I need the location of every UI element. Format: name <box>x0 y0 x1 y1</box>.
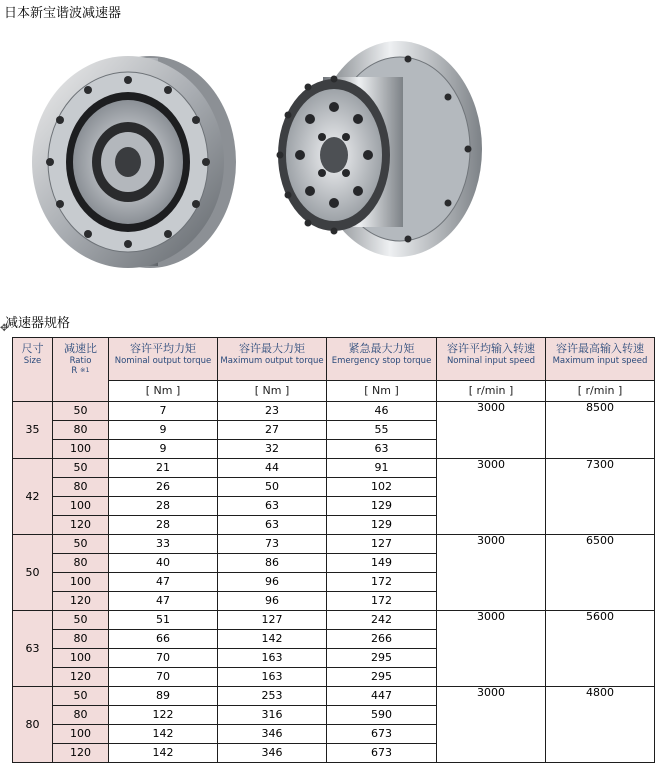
nominal-torque-cell: 26 <box>109 478 218 497</box>
reducer-front-image <box>20 50 238 275</box>
max-torque-cell: 96 <box>218 592 327 611</box>
nominal-torque-cell: 33 <box>109 535 218 554</box>
max-torque-cell: 63 <box>218 516 327 535</box>
max-speed-cell: 8500 <box>546 402 655 459</box>
ratio-cell: 100 <box>53 497 109 516</box>
nominal-speed-cell: 3000 <box>437 459 546 535</box>
max-torque-cell: 163 <box>218 649 327 668</box>
nominal-torque-cell: 9 <box>109 440 218 459</box>
ratio-cell: 80 <box>53 554 109 573</box>
emergency-torque-cell: 129 <box>327 516 437 535</box>
header-max-torque: 容许最大力矩 Maximum output torque <box>218 338 327 381</box>
size-cell: 42 <box>13 459 53 535</box>
header-emergency-torque: 紧急最大力矩 Emergency stop torque <box>327 338 437 381</box>
nominal-torque-cell: 142 <box>109 744 218 763</box>
nominal-torque-cell: 89 <box>109 687 218 706</box>
ratio-cell: 50 <box>53 535 109 554</box>
ratio-cell: 120 <box>53 516 109 535</box>
nominal-torque-cell: 40 <box>109 554 218 573</box>
ratio-cell: 50 <box>53 687 109 706</box>
ratio-cell: 100 <box>53 440 109 459</box>
nominal-torque-cell: 47 <box>109 592 218 611</box>
size-cell: 50 <box>13 535 53 611</box>
emergency-torque-cell: 63 <box>327 440 437 459</box>
ratio-cell: 80 <box>53 478 109 497</box>
ratio-cell: 50 <box>53 459 109 478</box>
nominal-torque-cell: 28 <box>109 497 218 516</box>
ratio-cell: 120 <box>53 744 109 763</box>
emergency-torque-cell: 46 <box>327 402 437 421</box>
table-row <box>13 402 655 421</box>
nominal-torque-cell: 70 <box>109 668 218 687</box>
emergency-torque-cell: 590 <box>327 706 437 725</box>
max-torque-cell: 27 <box>218 421 327 440</box>
max-torque-cell: 23 <box>218 402 327 421</box>
size-cell: 63 <box>13 611 53 687</box>
max-torque-cell: 142 <box>218 630 327 649</box>
emergency-torque-cell: 127 <box>327 535 437 554</box>
max-torque-cell: 96 <box>218 573 327 592</box>
emergency-torque-cell: 242 <box>327 611 437 630</box>
spec-table-body <box>13 402 655 763</box>
max-speed-cell: 6500 <box>546 535 655 611</box>
emergency-torque-cell: 295 <box>327 668 437 687</box>
emergency-torque-cell: 55 <box>327 421 437 440</box>
emergency-torque-cell: 129 <box>327 497 437 516</box>
max-torque-cell: 316 <box>218 706 327 725</box>
emergency-torque-cell: 102 <box>327 478 437 497</box>
emergency-torque-cell: 149 <box>327 554 437 573</box>
header-max-speed: 容许最高输入转速 Maximum input speed <box>546 338 655 381</box>
emergency-torque-cell: 295 <box>327 649 437 668</box>
max-torque-cell: 63 <box>218 497 327 516</box>
nominal-torque-cell: 28 <box>109 516 218 535</box>
size-cell: 35 <box>13 402 53 459</box>
max-torque-cell: 86 <box>218 554 327 573</box>
ratio-cell: 80 <box>53 630 109 649</box>
ratio-cell: 100 <box>53 649 109 668</box>
unit-nominal-torque: [ Nm ] <box>109 381 218 402</box>
emergency-torque-cell: 91 <box>327 459 437 478</box>
max-torque-cell: 346 <box>218 744 327 763</box>
page-title: 日本新宝谐波减速器 <box>4 6 122 21</box>
unit-nominal-speed: [ r/min ] <box>437 381 546 402</box>
max-torque-cell: 44 <box>218 459 327 478</box>
ratio-cell: 80 <box>53 421 109 440</box>
ratio-cell: 100 <box>53 725 109 744</box>
ratio-cell: 100 <box>53 573 109 592</box>
nominal-torque-cell: 70 <box>109 649 218 668</box>
max-torque-cell: 127 <box>218 611 327 630</box>
emergency-torque-cell: 172 <box>327 592 437 611</box>
max-torque-cell: 73 <box>218 535 327 554</box>
emergency-torque-cell: 673 <box>327 744 437 763</box>
nominal-torque-cell: 122 <box>109 706 218 725</box>
table-row <box>13 459 655 478</box>
max-speed-cell: 5600 <box>546 611 655 687</box>
nominal-torque-cell: 66 <box>109 630 218 649</box>
section-title: 减速器规格 <box>5 316 71 331</box>
header-ratio: 减速比 Ratio R $^{※1}$ <box>53 338 109 402</box>
size-cell: 80 <box>13 687 53 763</box>
max-speed-cell: 7300 <box>546 459 655 535</box>
ratio-cell: 120 <box>53 592 109 611</box>
unit-max-torque: [ Nm ] <box>218 381 327 402</box>
max-torque-cell: 346 <box>218 725 327 744</box>
ratio-cell: 50 <box>53 611 109 630</box>
nominal-torque-cell: 51 <box>109 611 218 630</box>
max-torque-cell: 163 <box>218 668 327 687</box>
reducer-output-image <box>268 37 486 259</box>
nominal-torque-cell: 7 <box>109 402 218 421</box>
emergency-torque-cell: 447 <box>327 687 437 706</box>
spec-table <box>12 337 655 763</box>
nominal-speed-cell: 3000 <box>437 611 546 687</box>
table-row <box>13 535 655 554</box>
nominal-speed-cell: 3000 <box>437 535 546 611</box>
header-nominal-torque: 容许平均力矩 Nominal output torque <box>109 338 218 381</box>
nominal-torque-cell: 47 <box>109 573 218 592</box>
emergency-torque-cell: 673 <box>327 725 437 744</box>
ratio-cell: 80 <box>53 706 109 725</box>
max-torque-cell: 253 <box>218 687 327 706</box>
header-nominal-speed: 容许平均输入转速 Nominal input speed <box>437 338 546 381</box>
unit-emergency-torque: [ Nm ] <box>327 381 437 402</box>
emergency-torque-cell: 172 <box>327 573 437 592</box>
table-row <box>13 611 655 630</box>
nominal-torque-cell: 9 <box>109 421 218 440</box>
max-torque-cell: 50 <box>218 478 327 497</box>
header-size: 尺寸 Size <box>13 338 53 402</box>
table-move-handle-icon[interactable]: ✥ <box>0 323 9 334</box>
max-speed-cell: 4800 <box>546 687 655 763</box>
table-row <box>13 687 655 706</box>
ratio-cell: 120 <box>53 668 109 687</box>
ratio-cell: 50 <box>53 402 109 421</box>
nominal-speed-cell: 3000 <box>437 402 546 459</box>
nominal-speed-cell: 3000 <box>437 687 546 763</box>
nominal-torque-cell: 142 <box>109 725 218 744</box>
unit-max-speed: [ r/min ] <box>546 381 655 402</box>
max-torque-cell: 32 <box>218 440 327 459</box>
nominal-torque-cell: 21 <box>109 459 218 478</box>
emergency-torque-cell: 266 <box>327 630 437 649</box>
